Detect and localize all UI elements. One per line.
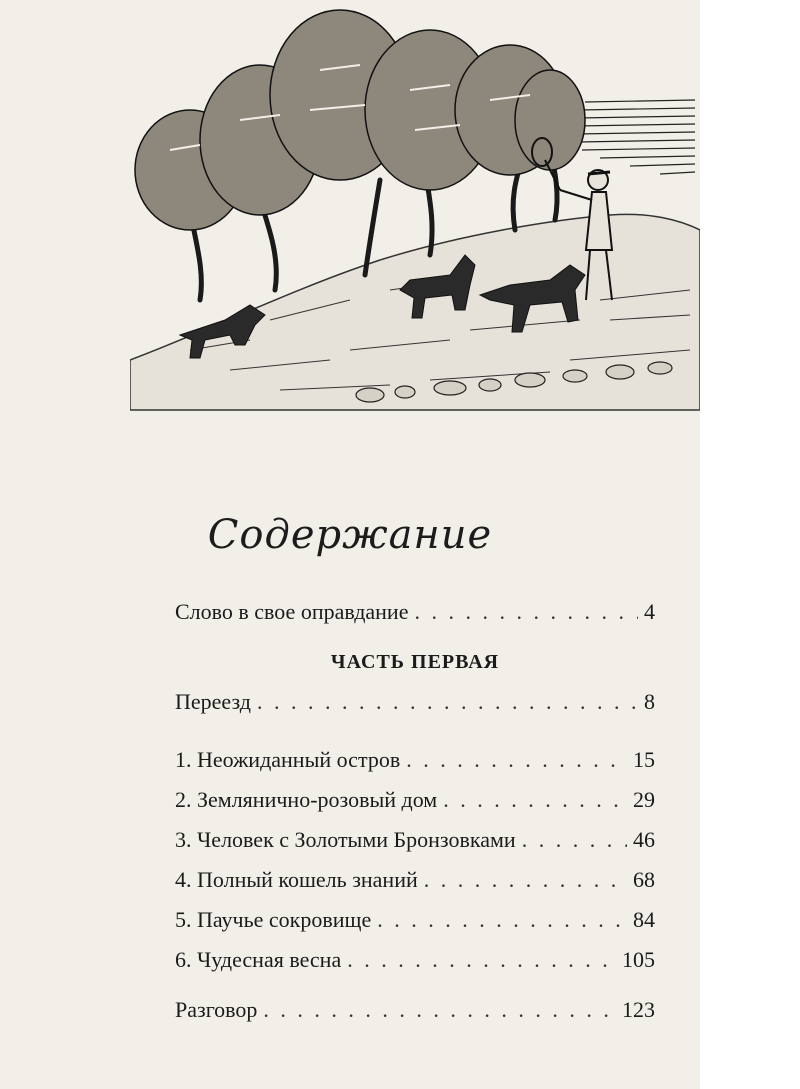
toc-entry-label: 3. Человек с Золотыми Бронзовками	[175, 827, 516, 852]
toc-entry-page: 46	[633, 827, 655, 852]
ink-drawing	[130, 0, 700, 430]
toc-entry-label: 5. Паучье сокровище	[175, 907, 372, 932]
toc-entry-page: 105	[622, 947, 655, 972]
table-of-contents	[175, 592, 655, 1030]
dot-leader	[263, 990, 616, 1030]
toc-entry-chapter-5	[175, 900, 655, 940]
dot-leader	[414, 592, 638, 632]
toc-entry-move	[175, 682, 655, 722]
dot-leader	[257, 682, 638, 722]
toc-entry-chapter-1	[175, 740, 655, 780]
dot-leader	[347, 940, 616, 980]
toc-entry-label: Переезд	[175, 689, 251, 714]
toc-entry-chapter-6	[175, 940, 655, 980]
toc-entry-page: 84	[633, 907, 655, 932]
dot-leader	[377, 900, 627, 940]
toc-entry-chapter-2	[175, 780, 655, 820]
dot-leader	[522, 820, 627, 860]
toc-entry-page: 29	[633, 787, 655, 812]
toc-entry-label: Слово в свое оправдание	[175, 599, 409, 624]
part-heading: ЧАСТЬ ПЕРВАЯ	[330, 651, 500, 673]
spacer	[175, 722, 655, 740]
toc-entry-chapter-4	[175, 860, 655, 900]
toc-entry-label: Разговор	[175, 997, 258, 1022]
toc-entry-page: 4	[644, 599, 655, 624]
sea-hatching	[576, 100, 695, 174]
toc-entry-label: 1. Неожиданный остров	[175, 747, 401, 772]
toc-entry-conversation	[175, 990, 655, 1030]
dot-leader	[406, 740, 627, 780]
toc-entry-chapter-3	[175, 820, 655, 860]
toc-entry-page: 68	[633, 867, 655, 892]
dot-leader	[443, 780, 627, 820]
toc-entry-preface	[175, 592, 655, 632]
toc-title: Содержание	[207, 512, 493, 558]
page-margin	[700, 0, 800, 1089]
dot-leader	[424, 860, 627, 900]
landscape-illustration	[130, 0, 700, 430]
toc-entry-label: 4. Полный кошель знаний	[175, 867, 418, 892]
toc-entry-page: 123	[622, 997, 655, 1022]
toc-entry-page: 8	[644, 689, 655, 714]
toc-entry-label: 6. Чудесная весна	[175, 947, 342, 972]
spacer	[175, 980, 655, 990]
toc-entry-label: 2. Землянично-розовый дом	[175, 787, 438, 812]
toc-entry-page: 15	[633, 747, 655, 772]
tree-canopies	[135, 10, 585, 230]
